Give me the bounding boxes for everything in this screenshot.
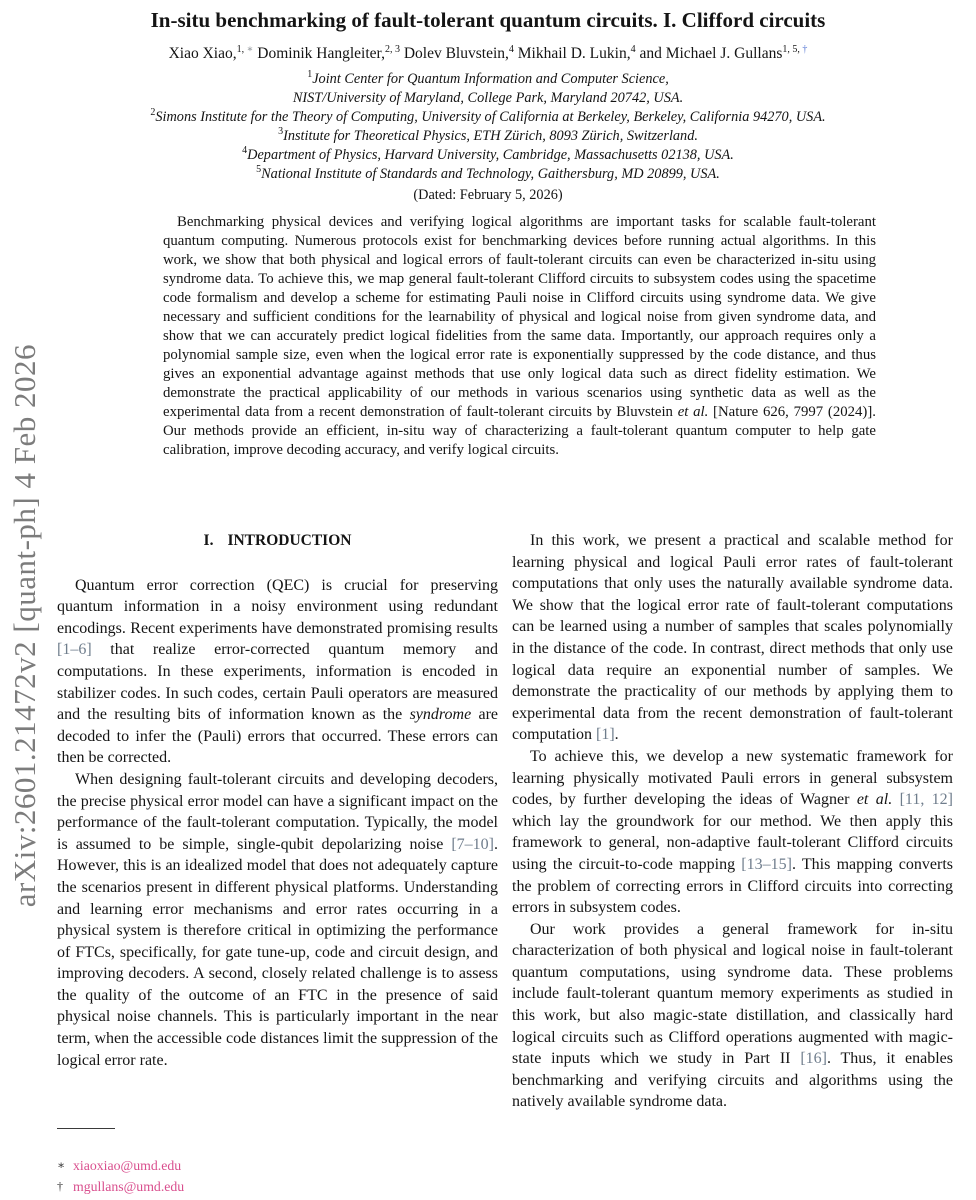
affiliation-line: NIST/University of Maryland, College Park, Maryland 20742, USA.	[292, 90, 684, 107]
author-name: Dominik Hangleiter,$^{2, 3}$	[253, 44, 400, 63]
section-numeral: I.	[203, 532, 214, 549]
footnote	[57, 1155, 498, 1176]
paper-header	[0, 0, 976, 204]
citation-link[interactable]: [16]	[800, 1050, 827, 1068]
abstract: Benchmarking physical devices and verifying logical algorithms are important tasks for scalable fault-tolerant quantum computing. Numerous protocols exist for benchmarking devices before running actual algorithms. In this work, we show that both physical and logical errors of fault-tolerant circuits can even be characterized in-situ using syndrome data. To achieve this, we map general fault-tolerant Clifford circuits to subsystem codes using the spacetime code formalism and develop a scheme for estimating Pauli noise in Clifford circuits using syndrome data. We give necessary and sufficient conditions for the learnability of physical and logical noise from given syndrome data, and show that we can accurately predict logical fidelities from the same data. Importantly, our approach requires only a polynomial sample size, even when the logical error rate is exponentially suppressed by the code distance, and thus gives an exponential advantage against methods that use only logical data such as direct fidelity estimation. We demonstrate the practical applicability of our methods in various scenarios using synthetic data as well as the experimental data from a recent demonstration of fault-tolerant circuits by Bluvstein et al. [Nature 626, 7997 (2024)]. Our methods provide an efficient, in-situ way of characterizing a fault-tolerant quantum computer to help gate calibration, improve decoding accuracy, and verify logical circuits.	[163, 214, 876, 458]
paragraph: Quantum error correction (QEC) is crucial for preserving quantum information in a noisy environment using redundant encodings. Recent experiments have demonstrated promising results [1–6] that realize error-corrected quantum memory and computations. In these experiments, information is encoded in stabilizer codes. In such codes, certain Pauli operators are measured and the resulting bits of information known as the syndrome are decoded to infer the (Pauli) errors that occurred. These errors can then be corrected.	[57, 576, 498, 767]
left-column-body	[57, 575, 498, 1072]
citation-link[interactable]: [1–6]	[57, 641, 92, 659]
footnote-rule	[57, 1128, 115, 1129]
author-name: Xiao Xiao,$^{1, ∗}$	[168, 44, 254, 63]
footnote	[57, 1176, 498, 1197]
paragraph: To achieve this, we develop a new systematic framework for learning physically motivated Pauli errors in general subsystem codes, by further developing the ideas of Wagner et al. [11, 12] which lay the groundwork for our method. We then apply this framework to general, non-adaptive fault-tolerant Clifford circuits using the circuit-to-code mapping [13–15]. This mapping converts the problem of correcting errors in Clifford circuits into correcting errors in subsystem codes.	[512, 747, 954, 917]
author-line	[0, 45, 976, 63]
affiliation-line: $^4$Department of Physics, Harvard University, Cambridge, Massachusetts 02138, USA.	[242, 145, 734, 164]
email-link[interactable]: mgullans@umd.edu	[73, 1179, 185, 1194]
affiliation-line: $^2$Simons Institute for the Theory of Computing, University of California at Berkeley, Berkeley, California 94270, USA.	[150, 107, 826, 126]
author-name: Dolev Bluvstein,$^4$	[399, 44, 514, 63]
citation-link[interactable]: [13–15]	[741, 855, 792, 873]
footnotes-list	[57, 1155, 498, 1197]
affiliation-line: $^3$Institute for Theoretical Physics, ETH Zürich, 8093 Zürich, Switzerland.	[278, 126, 698, 145]
paragraph: When designing fault-tolerant circuits and developing decoders, the precise physical error model can have a significant impact on the performance of the fault-tolerant computation. Typically, the model is assumed to be simple, single-qubit depolarizing noise [7–10]. However, this is an idealized model that does not adequately capture the scenarios present in different physical platforms. Understanding and learning error mechanisms and error rates occurring in a physical system is therefore critical in optimizing the performance of FTCs, specifically, for gate tune-up, code and circuit design, and improving decoders. A second, closely related challenge is to assess the quality of the outcome of an FTC in the presence of said physical noise channels. This is particularly important in the near term, when the accessible code distances limit the suppression of the logical error rate.	[57, 770, 498, 1069]
left-column	[57, 530, 498, 1071]
right-column-body	[512, 530, 953, 1113]
author-name: and Michael J. Gullans$^{1, 5, \dagger}$	[635, 44, 808, 63]
author-star-link[interactable]: ∗	[246, 44, 254, 56]
section-title: INTRODUCTION	[227, 532, 352, 549]
affiliation-line: $^5$National Institute of Standards and Technology, Gaithersburg, MD 20899, USA.	[256, 164, 720, 183]
paragraph: In this work, we present a practical and scalable method for learning physical and logical Pauli error rates of fault-tolerant computations that only uses the naturally available syndrome data. We show that the logical error rate of fault-tolerant computations can be learned using a number of samples that scales polynomially in the distance of the code. In contrast, direct methods that only use logical data require an exponential number of samples. We demonstrate the practicality of our methods by applying them to experimental data from the recent demonstration of fault-tolerant computation [1].	[512, 532, 953, 744]
dated-line: (Dated: February 5, 2026)	[413, 187, 563, 204]
citation-link[interactable]: [1]	[595, 726, 615, 744]
citation-link[interactable]: [11, 12]	[899, 791, 954, 809]
email-link[interactable]: xiaoxiao@umd.edu	[73, 1158, 182, 1173]
affiliations	[0, 70, 976, 184]
right-column	[512, 530, 953, 1113]
author-name: Mikhail D. Lukin,$^4$	[513, 44, 636, 63]
arxiv-watermark	[2, 268, 48, 984]
paragraph: Our work provides a general framework for in-situ characterization of both physical and logical noise in fault-tolerant quantum computations, using syndrome data. These problems include fault-tolerant quantum memory experiments as studied in this work, but also magic-state distillation, and classically hard logical circuits such as Clifford operations augmented with magic-state inputs which we study in Part II [16]. Thus, it enables benchmarking and verifying circuits and algorithms using the natively available syndrome data.	[512, 920, 954, 1111]
arxiv-watermark-text: arXiv:2601.21472v2 [quant-ph] 4 Feb 2026	[7, 344, 42, 908]
paper-title: In-situ benchmarking of fault-tolerant quantum circuits. I. Clifford circuits	[150, 8, 826, 32]
citation-link[interactable]: [7–10]	[451, 835, 494, 853]
affiliation-line: $^1$Joint Center for Quantum Information and Computer Science,	[307, 69, 669, 88]
section-heading-introduction	[57, 530, 498, 552]
author-dagger-link[interactable]: †	[802, 44, 808, 56]
footnote-marker: ∗	[57, 1158, 66, 1172]
footnote-marker: †	[57, 1179, 63, 1193]
footnote-block	[57, 1128, 498, 1197]
